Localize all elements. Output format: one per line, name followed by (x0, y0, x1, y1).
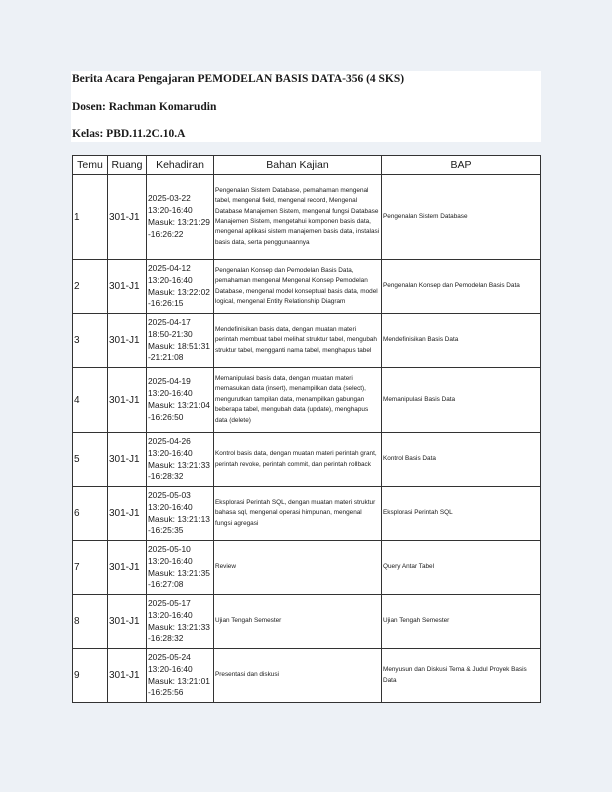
cell-ruang: 301-J1 (108, 175, 147, 260)
cell-bahan-kajian: Presentasi dan diskusi (214, 649, 382, 703)
cell-kehadiran: 2025-04-17 18:50-21:30 Masuk: 18:51:31 -21:21:08 (147, 314, 214, 368)
cell-kehadiran: 2025-04-26 13:20-16:40 Masuk: 13:21:33 -16:28:32 (147, 433, 214, 487)
table-row (73, 314, 541, 368)
cell-bahan-kajian: Pengenalan Sistem Database, pemahaman mengenal tabel, mengenal field, mengenal record, Mengenal Database Manajemen Sistem, mengenal fungsi Database Manajemen Sistem, mengetahui komponen basis data, mengenal aplikasi sistem manajemen basis data, instalasi basis data, serta penggunaannya (214, 175, 382, 260)
column-header-bap: BAP (382, 156, 541, 175)
cell-temu: 3 (73, 314, 108, 368)
class-code: Kelas: PBD.11.2C.10.A (72, 128, 186, 140)
attendance-table (72, 155, 541, 703)
cell-kehadiran: 2025-03-22 13:20-16:40 Masuk: 13:21:29 -16:26:22 (147, 175, 214, 260)
cell-ruang: 301-J1 (108, 487, 147, 541)
cell-bahan-kajian: Kontrol basis data, dengan muatan materi perintah grant, perintah revoke, perintah commit, dan perintah rollback (214, 433, 382, 487)
table-row (73, 487, 541, 541)
lecturer-name: Dosen: Rachman Komarudin (72, 101, 217, 113)
cell-bap: Ujian Tengah Semester (382, 595, 541, 649)
cell-bahan-kajian: Mendefinisikan basis data, dengan muatan materi perintah membuat tabel melihat struktur tabel, mengubah struktur tabel, mengganti nama tabel, menghapus tabel (214, 314, 382, 368)
cell-bap: Memanipulasi Basis Data (382, 368, 541, 433)
cell-temu: 8 (73, 595, 108, 649)
cell-ruang: 301-J1 (108, 649, 147, 703)
document-header (71, 71, 541, 142)
cell-bahan-kajian: Ujian Tengah Semester (214, 595, 382, 649)
cell-bap: Menyusun dan Diskusi Tema & Judul Proyek Basis Data (382, 649, 541, 703)
cell-bap: Kontrol Basis Data (382, 433, 541, 487)
cell-kehadiran: 2025-04-19 13:20-16:40 Masuk: 13:21:04 -16:26:50 (147, 368, 214, 433)
cell-kehadiran: 2025-05-17 13:20-16:40 Masuk: 13:21:33 -16:28:32 (147, 595, 214, 649)
table-row (73, 175, 541, 260)
cell-temu: 1 (73, 175, 108, 260)
table-row (73, 433, 541, 487)
cell-kehadiran: 2025-05-03 13:20-16:40 Masuk: 13:21:13 -16:25:35 (147, 487, 214, 541)
cell-bap: Mendefinisikan Basis Data (382, 314, 541, 368)
cell-temu: 2 (73, 260, 108, 314)
column-header-ruang: Ruang (108, 156, 147, 175)
document-title: Berita Acara Pengajaran PEMODELAN BASIS DATA-356 (4 SKS) (72, 73, 405, 85)
column-header-kehadiran: Kehadiran (147, 156, 214, 175)
cell-ruang: 301-J1 (108, 541, 147, 595)
cell-ruang: 301-J1 (108, 260, 147, 314)
cell-temu: 9 (73, 649, 108, 703)
cell-temu: 7 (73, 541, 108, 595)
cell-bahan-kajian: Memanipulasi basis data, dengan muatan materi memasukan data (insert), menampilkan data (select), mengurutkan tampilan data, menampilkan gabungan beberapa tabel, mengubah data (update), menghapus data (delete) (214, 368, 382, 433)
column-header-bahan-kajian: Bahan Kajian (214, 156, 382, 175)
cell-bahan-kajian: Pengenalan Konsep dan Pemodelan Basis Data, pemahaman mengenal Mengenal Konsep Pemodelan Database, mengenal model konseptual basis data, model logical, mengenal Entity Relationship Diagram (214, 260, 382, 314)
cell-kehadiran: 2025-05-10 13:20-16:40 Masuk: 13:21:35 -16:27:08 (147, 541, 214, 595)
cell-bahan-kajian: Review (214, 541, 382, 595)
cell-ruang: 301-J1 (108, 314, 147, 368)
cell-bap: Pengenalan Konsep dan Pemodelan Basis Data (382, 260, 541, 314)
table-row (73, 368, 541, 433)
cell-temu: 5 (73, 433, 108, 487)
cell-temu: 6 (73, 487, 108, 541)
cell-ruang: 301-J1 (108, 433, 147, 487)
table-row (73, 541, 541, 595)
cell-bahan-kajian: Eksplorasi Perintah SQL, dengan muatan materi struktur bahasa sql, mengenal operasi himpunan, mengenal fungsi agregasi (214, 487, 382, 541)
cell-kehadiran: 2025-04-12 13:20-16:40 Masuk: 13:22:02 -16:26:15 (147, 260, 214, 314)
table-row (73, 649, 541, 703)
cell-bap: Pengenalan Sistem Database (382, 175, 541, 260)
column-header-temu: Temu (73, 156, 108, 175)
cell-ruang: 301-J1 (108, 368, 147, 433)
cell-bap: Query Antar Tabel (382, 541, 541, 595)
table-row (73, 595, 541, 649)
table-row (73, 260, 541, 314)
table-header-row (73, 156, 541, 175)
cell-temu: 4 (73, 368, 108, 433)
cell-kehadiran: 2025-05-24 13:20-16:40 Masuk: 13:21:01 -16:25:56 (147, 649, 214, 703)
cell-bap: Eksplorasi Perintah SQL (382, 487, 541, 541)
cell-ruang: 301-J1 (108, 595, 147, 649)
